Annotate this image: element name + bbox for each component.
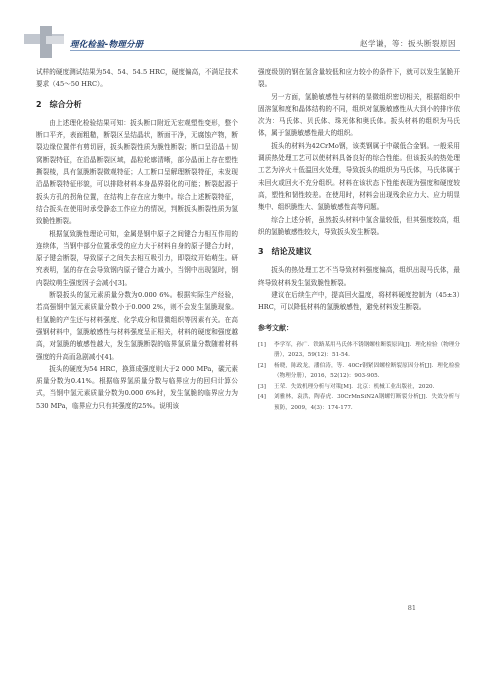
paragraph: 根据氢致脆性理论可知，金属是钢中原子之间键合力相互作用的连续体，当钢中部分位置承受的应力大于材料自身的原子键合力时，原子键会断裂，导致原子之间失去相互吸引力，即裂纹开始萌生。研究表明，氢的存在会导致钢内原子键合力减小，当钢中出现氢时，钢内裂纹萌生强度因子会减小[3]。 [36, 229, 238, 287]
reference-number: [2] [258, 362, 266, 369]
section-title: 结论及建议 [271, 247, 312, 257]
references-title: 参考文献： [258, 323, 293, 332]
reference-item [258, 361, 460, 382]
section-title: 综合分析 [49, 99, 82, 109]
reference-text: 李学军，孙广．铁路某用马氏体不锈钢螺柱断裂原因[J]．理化检验（物理分册），2023，59(12)：51-54. [274, 341, 460, 359]
paragraph: 另一方面，氢脆敏感性与材料的显微组织密切相关，根据组织中固溶氢和度和晶体结构的不同，组织对氢脆敏感性从大到小的排序依次为：马氏体、贝氏体、珠光体和奥氏体。扳头材料的组织为马氏体，属于氢脆敏感性最大的组织。 [258, 92, 460, 138]
reference-number: [1] [258, 341, 266, 348]
page-number: 81 [407, 604, 416, 612]
reference-number: [4] [258, 394, 266, 401]
reference-text: 王荣．失效机理分析与对策[M]．北京：机械工业出版社，2020. [274, 383, 435, 390]
left-column [36, 66, 238, 412]
header-rule [70, 50, 460, 51]
paragraph: 扳头的热处理工艺不当导致材料强度偏高，组织出现马氏体，最终导致材料发生氢致脆性断裂。 [258, 266, 460, 287]
running-head: 赵学谦，等：扳头断裂原因 [360, 39, 456, 48]
reference-number: [3] [258, 383, 266, 390]
paragraph: 扳头的材料为42CrMo钢，该类钢属于中碳低合金钢。一般采用调质热处理工艺可以使材料具备良好的综合性能。但该扳头的热处理工艺为淬火＋低温回火处理，导致扳头的组织为马氏体，马氏体属于未回火或回火不充分组织。材料在该状态下性能表现为强度和硬度较高，塑性和韧性较差。在使用时，材料会出现残余应力大、应力明显集中、组织脆性大、氢脆敏感性高等问题。 [258, 141, 460, 212]
page-header [0, 0, 480, 60]
right-column [258, 66, 460, 413]
journal-logo-icon [24, 26, 66, 58]
paragraph: 试样的硬度测试结果为54、54、54.5 HRC，硬度偏高，不满足技术要求（45～50 HRC）。 [36, 68, 238, 89]
paragraph: 扳头的硬度为54 HRC，换算成强度则大于2 000 MPa，碳元素质量分数为0.41%。根据临界氢质量分数与临界应力的回归计算公式，当钢中氢元素质量分数为0.000 6%时，发生氢脆的临界应力为530 MPa，临界应力只有其强度的25%。说明该 [36, 364, 238, 410]
paragraph: 断裂扳头的氢元素质量分数为0.000 6%。根据实际生产经验，若高强钢中氢元素质量分数小于0.000 2%，则不会发生氢脆现象。但氢脆的产生还与材料强度、化学成分和显微组织等因素有关。在高强钢材料中，氢脆敏感性与材料强度呈正相关，材料的硬度和强度越高，对氢脆的敏感性越大，发生氢脆断裂的临界氢质量分数随着材料强度的升高而急剧减小[4]。 [36, 291, 238, 361]
journal-title: 理化检验-物理分册 [70, 40, 144, 50]
reference-item [258, 340, 460, 361]
reference-text: 杨晓，陈政龙，潘伯涛，等．40Cr钢紧固螺栓断裂原因分析[J]．理化检验（物理分册），2016，52(12)：903-905. [274, 362, 460, 380]
paragraph: 由上述理化检验结果可知：扳头断口附近无宏观塑性变形，整个断口平齐，表面粗糙，断裂区呈结晶状，断面干净，无腐蚀产物，断裂边缘位置伴有剪切唇，扳头断裂性质为脆性断裂；断口呈沿晶＋韧窝断裂特征，在沿晶断裂区域，晶粒轮廓清晰，部分晶面上存在塑性撕裂棱，具有氢脆断裂微观特征；人工断口呈解理断裂特征，未发现沿晶断裂特征形貌，可以排除材料本身晶界弱化的可能；断裂起源于扳头方孔的拐角位置，在结构上存在应力集中。综合上述断裂特征，结合扳头在使用时承受静态工作应力的情况，判断扳头断裂性质为氢致脆性断裂。 [36, 118, 238, 226]
paragraph: 建议在后续生产中，提高回火温度，将材料硬度控制为（45±3）HRC，可以降低材料的氢脆敏感性，避免材料发生断裂。 [258, 291, 460, 312]
section-number: 3 [258, 247, 264, 257]
paragraph: 强度级别的钢在氢含量较低和应力较小的条件下，就可以发生氢脆开裂。 [258, 68, 460, 89]
section-number: 2 [36, 99, 42, 109]
reference-item [258, 392, 460, 413]
reference-text: 刘雅林，袁洪，陶春虎．30CrMnSiN2A钢螺钉断裂分析[J]．失效分析与预防，2009，4(3)：174-177. [274, 394, 460, 411]
reference-item [258, 382, 460, 393]
paragraph: 综合上述分析，虽然扳头材料中氢含量较低，但其强度较高，组织的氢脆敏感性较大，导致扳头发生断裂。 [258, 215, 460, 236]
section-heading [36, 99, 238, 111]
section-heading [258, 246, 460, 258]
